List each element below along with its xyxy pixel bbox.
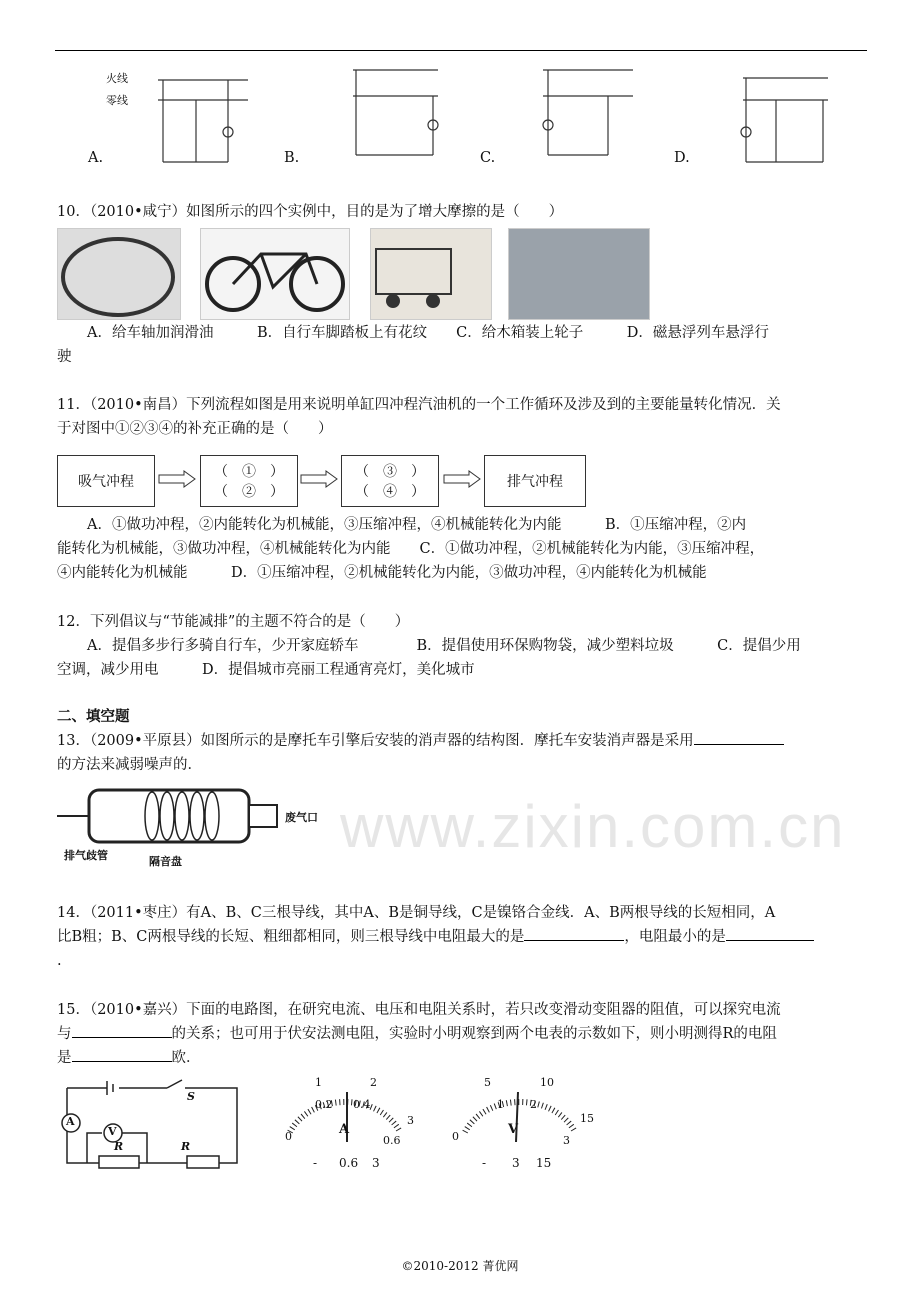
flow-slot-1: （ ① ）	[214, 464, 284, 480]
flow-slot-4: （ ④ ）	[355, 484, 425, 500]
q14-line1: 14．（2011•枣庄）有A、B、C三根导线，其中A、B是铜导线，C是镍铬合金线．A、B两根导线的长短相同，A	[57, 905, 776, 921]
flow-box-3-4	[341, 455, 439, 507]
q14-answer-blank-max[interactable]	[524, 926, 624, 941]
q14-answer-blank-min[interactable]	[726, 926, 814, 941]
q9-option-a: A.	[88, 150, 104, 166]
q15-line3	[57, 1046, 867, 1070]
q10-options-cont: 驶	[57, 349, 72, 365]
ammeter-terminal-neg: -	[313, 1156, 318, 1170]
voltmeter-terminal-3: 3	[512, 1156, 520, 1170]
neutral-wire-label: 零线	[106, 94, 128, 107]
rheostat-label: R	[181, 1140, 191, 1153]
q11-options-line1: A．①做功冲程，②内能转化为机械能，③压缩冲程，④机械能转化为内能 B．①压缩冲程，②内	[87, 517, 747, 533]
voltmeter-scale-0: 0	[452, 1130, 459, 1143]
q11-options-line2: 能转化为机械能，③做功冲程，④机械能转化为内能 C．①做功冲程，②机械能转化为内能，③压缩冲程，	[57, 541, 765, 557]
voltmeter-scale-3: 3	[563, 1134, 570, 1147]
muffler-diagram	[57, 785, 318, 875]
voltmeter-scale-5: 5	[484, 1076, 491, 1089]
voltmeter-scale-15: 15	[580, 1112, 594, 1125]
q15-answer-blank-relation[interactable]	[72, 1023, 172, 1038]
q13-stem-line2: 的方法来减弱噪声的．	[57, 757, 202, 773]
q15-text-c: 是	[57, 1050, 72, 1066]
header-rule	[55, 50, 867, 51]
ammeter-scale-0.6: 0.6	[383, 1134, 401, 1147]
flow-slot-3: （ ③ ）	[355, 464, 425, 480]
flow-box-intake-label: 吸气冲程	[78, 474, 134, 490]
ammeter-dial	[275, 1072, 415, 1192]
wheel-oil-image	[57, 228, 181, 320]
live-wire-label: 火线	[106, 72, 128, 85]
q10-options: A．给车轴加润滑油 B．自行车脚踏板上有花纹 C．给木箱装上轮子 D．磁悬浮列车悬浮行	[87, 325, 769, 341]
q9-circuit-options	[88, 60, 888, 175]
q15-text-d: 欧．	[171, 1050, 201, 1066]
q13-text: 13．（2009•平原县）如图所示的是摩托车引擎后安装的消声器的结构图．摩托车安装消声器是采用	[57, 733, 694, 749]
ammeter-scale-0: 0	[285, 1130, 292, 1143]
ammeter-scale-3: 3	[407, 1114, 414, 1127]
voltmeter-scale-2: 2	[530, 1098, 537, 1111]
flow-arrow-icon	[158, 470, 196, 488]
flow-box-intake	[57, 455, 155, 507]
voltmeter-scale-10: 10	[540, 1076, 554, 1089]
ammeter-scale-1: 1	[315, 1076, 322, 1089]
q14-line3: .	[57, 953, 62, 969]
q10-stem: 10．（2010•咸宁）如图所示的四个实例中，目的是为了增大摩擦的是（ ）	[57, 204, 564, 220]
flow-box-1-2	[200, 455, 298, 507]
q12-stem: 12．下列倡议与“节能减排”的主题不符合的是（ ）	[57, 614, 410, 630]
wooden-box-wheels-image	[370, 228, 492, 320]
flow-box-exhaust	[484, 455, 586, 507]
sound-disc-label: 隔音盘	[149, 855, 182, 868]
maglev-train-image	[508, 228, 650, 320]
q15-circuit-diagram	[57, 1078, 247, 1173]
q9-option-b: B.	[284, 150, 300, 166]
voltmeter-terminal-15: 15	[536, 1156, 552, 1170]
footer-copyright: ©2010-2012 菁优网	[401, 1259, 519, 1273]
voltmeter-symbol: V	[108, 1125, 117, 1138]
q13-stem-line1	[57, 729, 867, 753]
q12-options-line1: A．提倡多步行多骑自行车，少开家庭轿车 B．提倡使用环保购物袋，减少塑料垃圾 C．提倡少用	[87, 638, 801, 654]
flow-arrow-icon	[443, 470, 481, 488]
q13-answer-blank[interactable]	[694, 730, 784, 745]
ammeter-scale-2: 2	[370, 1076, 377, 1089]
q15-line1: 15．（2010•嘉兴）下面的电路图，在研究电流、电压和电阻关系时，若只改变滑动变阻器的阻值，可以探究电流	[57, 1002, 781, 1018]
q14-line2	[57, 925, 867, 949]
voltmeter-dial	[450, 1072, 600, 1192]
ammeter-terminal-3: 3	[372, 1156, 380, 1170]
q15-text-a: 与	[57, 1026, 72, 1042]
ammeter-unit: A	[339, 1122, 350, 1137]
ammeter-scale-0.4: 0.4	[353, 1098, 371, 1111]
q11-stem-line2: 于对图中①②③④的补充正确的是（ ）	[57, 421, 333, 437]
exhaust-outlet-label: 废气口	[285, 811, 318, 824]
q15-line2	[57, 1022, 867, 1046]
q14-text-a: 比B粗；B、C两根导线的长短、粗细都相同，则三根导线中电阻最大的是	[57, 929, 525, 945]
q15-answer-blank-resistance[interactable]	[72, 1047, 172, 1062]
bicycle-image	[200, 228, 350, 320]
q11-stem-line1: 11．（2010•南昌）下列流程如图是用来说明单缸四冲程汽油机的一个工作循环及涉及到的主要能量转化情况．关	[57, 397, 781, 413]
ammeter-terminal-0.6: 0.6	[339, 1156, 359, 1170]
q12-options-line2: 空调，减少用电 D．提倡城市亮丽工程通宵亮灯，美化城市	[57, 662, 475, 678]
q15-text-b: 的关系；也可用于伏安法测电阻，实验时小明观察到两个电表的示数如下，则小明测得R的电阻	[171, 1026, 777, 1042]
switch-label: S	[187, 1090, 195, 1103]
ammeter-symbol: A	[66, 1115, 75, 1128]
voltmeter-terminal-neg: -	[482, 1156, 487, 1170]
resistor-label: R	[114, 1140, 124, 1153]
ammeter-scale-0.2: 0.2	[315, 1098, 333, 1111]
voltmeter-scale-1: 1	[497, 1098, 504, 1111]
flow-arrow-icon	[300, 470, 338, 488]
flow-slot-2: （ ② ）	[214, 484, 284, 500]
q14-text-b: ，电阻最小的是	[624, 929, 726, 945]
watermark: www.zixin.com.cn	[340, 793, 846, 860]
q11-options-line3: ④内能转化为机械能 D．①压缩冲程，②机械能转化为内能，③做功冲程，④内能转化为机械能	[57, 565, 707, 581]
q9-option-d: D.	[674, 150, 690, 166]
q9-option-c: C.	[480, 150, 496, 166]
voltmeter-unit: V	[508, 1122, 519, 1137]
exhaust-pipe-label: 排气歧管	[64, 849, 108, 862]
flow-box-exhaust-label: 排气冲程	[507, 474, 563, 490]
section-heading-fill-blank: 二、填空题	[57, 708, 130, 725]
